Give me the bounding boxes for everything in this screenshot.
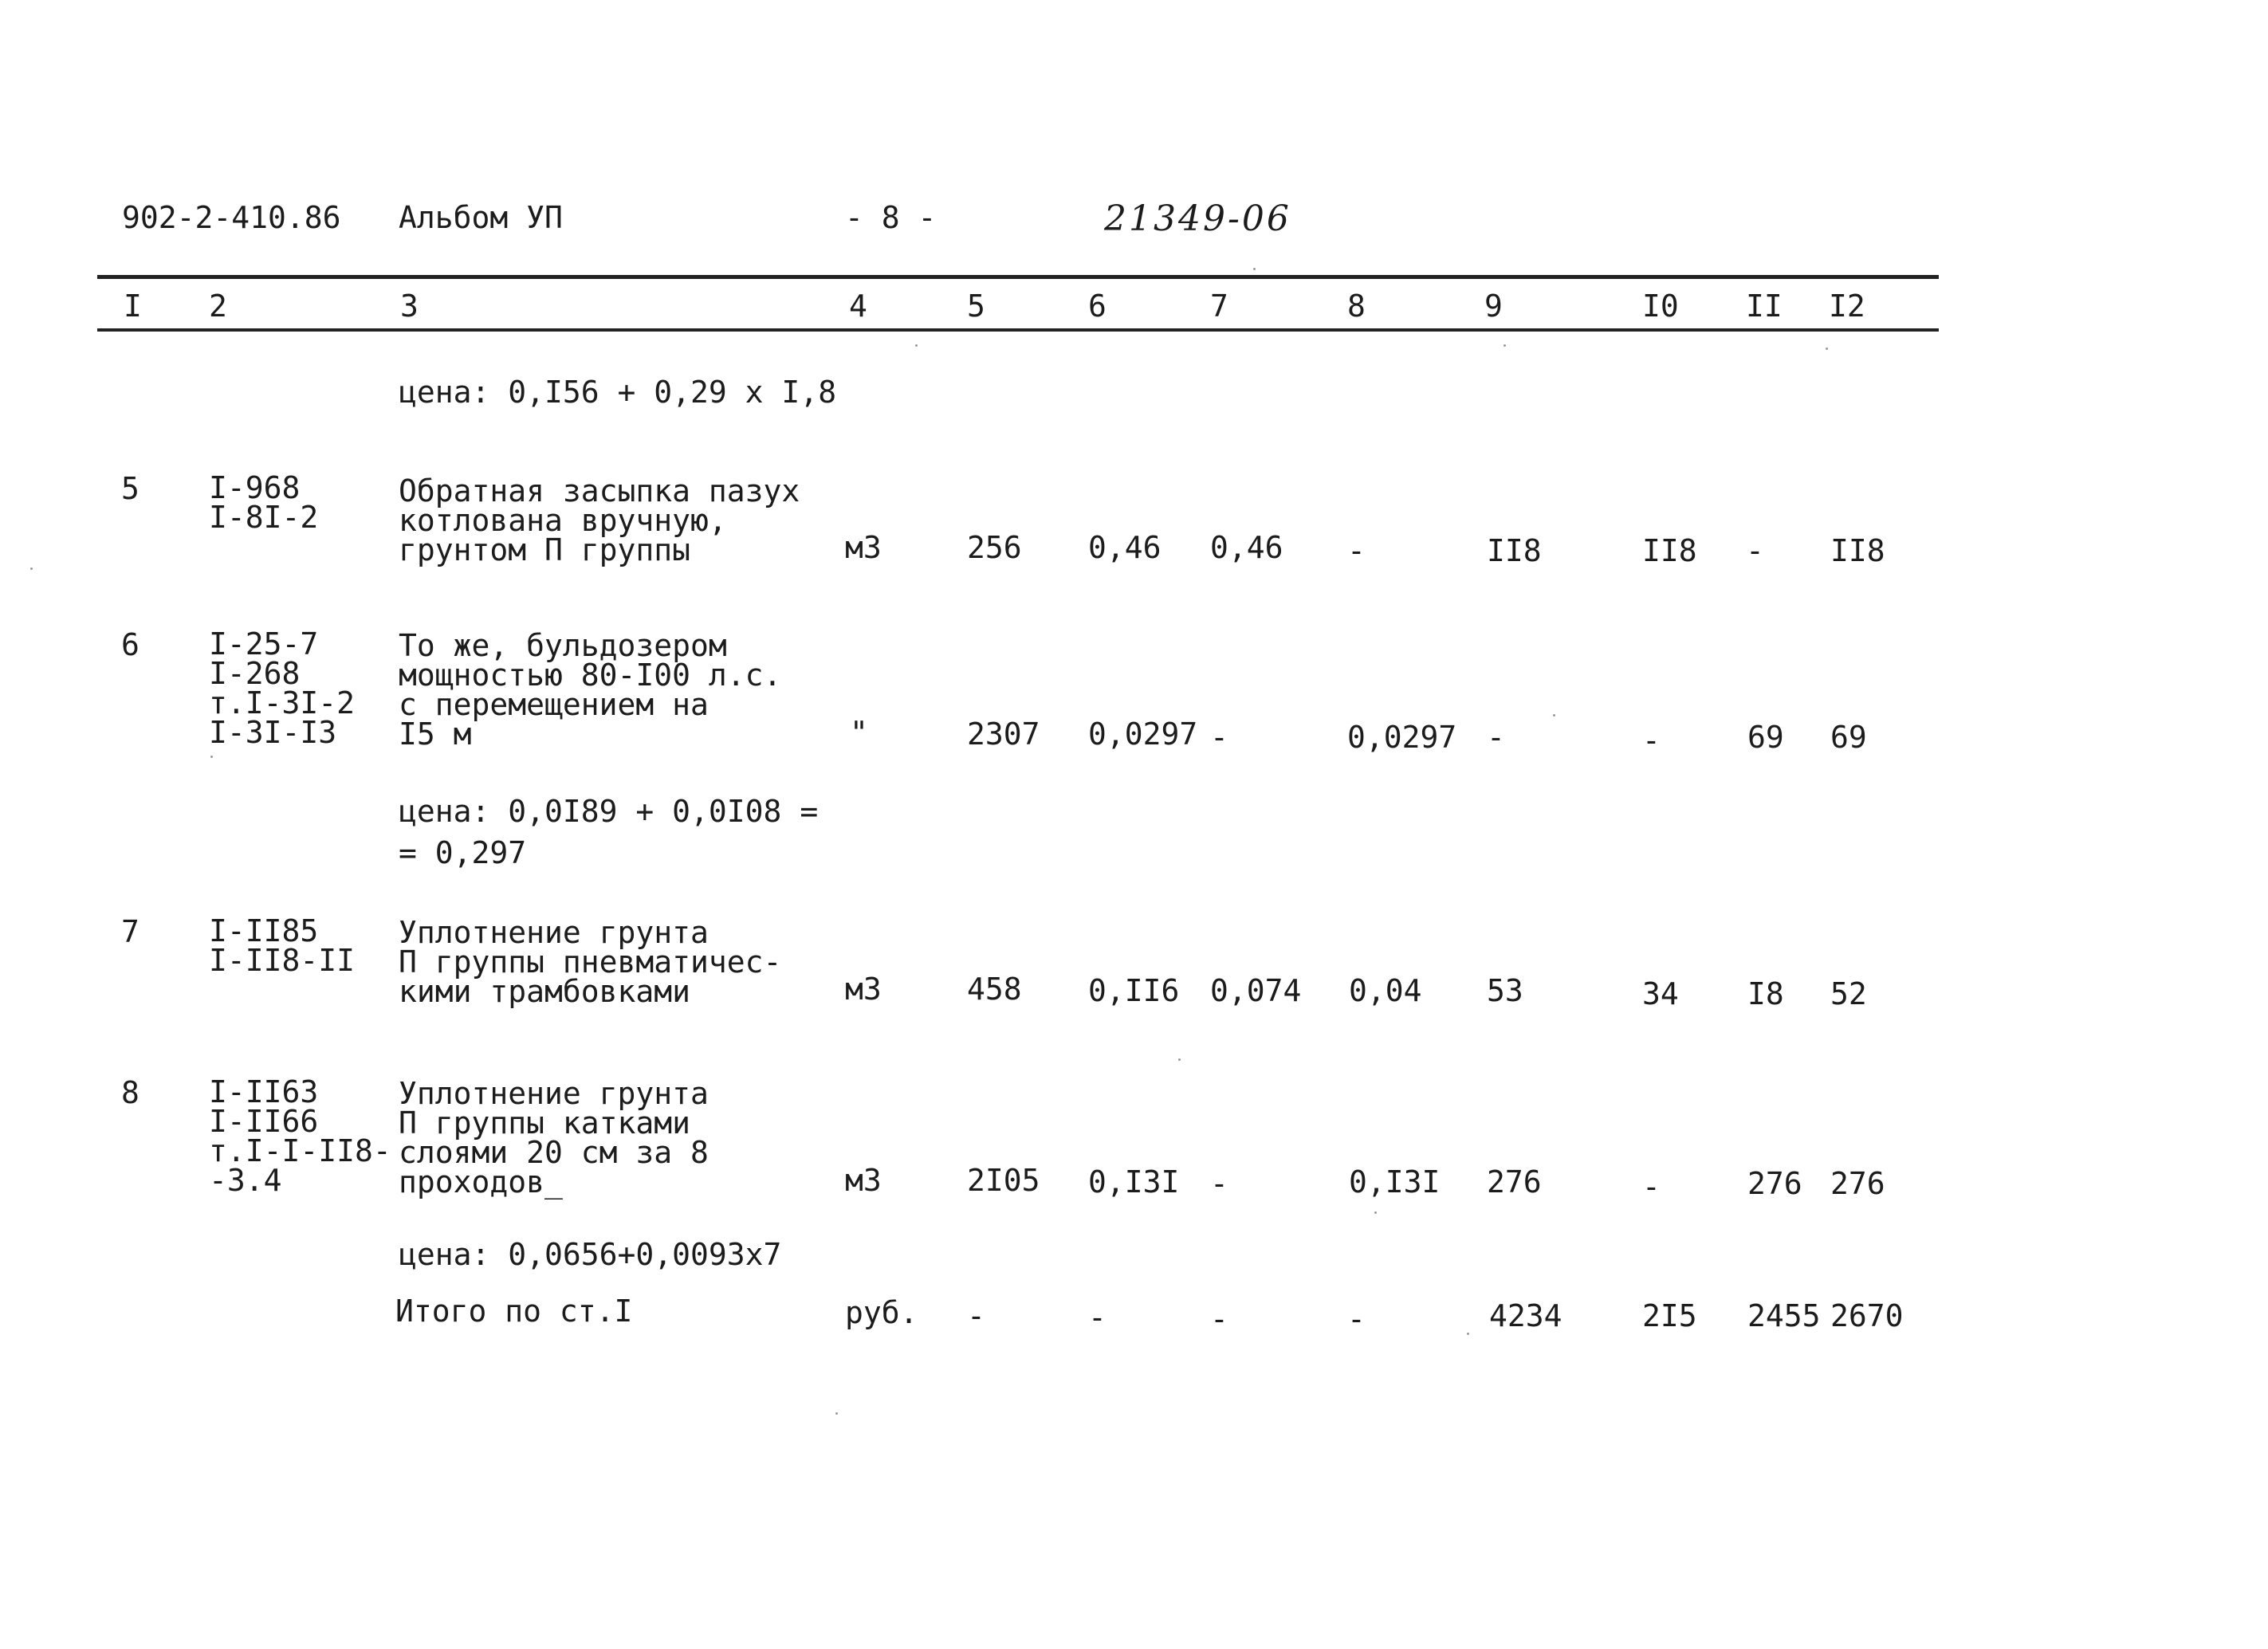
norm-code: I-II63 [209,1074,319,1109]
page-number: - 8 - [845,200,937,235]
row-number: 6 [121,627,140,662]
doc-code: 902-2-410.86 [122,200,341,235]
scan-speck [1374,1211,1377,1214]
scan-speck [1178,1058,1181,1061]
total-col12: 2670 [1830,1298,1904,1333]
col9-cell: - [1487,720,1505,755]
total-col11: 2455 [1747,1298,1821,1333]
description-line: с перемещением на [399,687,709,722]
header-top-rule [97,275,1939,279]
col12-cell: 69 [1830,720,1867,755]
col6-cell: 0,I3I [1088,1164,1180,1199]
col-header-4: 4 [849,289,867,324]
norm-codes [209,626,356,750]
price-note: цена: 0,0656+0,0093x7 [399,1237,782,1272]
total-col8: - [1347,1302,1366,1337]
col11-cell: - [1746,533,1764,568]
col-header-10: I0 [1642,289,1679,324]
col-header-2: 2 [209,289,227,324]
price-note: цена: 0,I56 + 0,29 x I,8 [399,375,837,410]
col9-cell: II8 [1487,533,1542,568]
quantity-cell: 2I05 [967,1163,1040,1198]
col12-cell: 276 [1830,1166,1885,1201]
total-col6: - [1088,1300,1106,1335]
total-col5: - [967,1298,985,1333]
norm-code: т.I-I-II8- [209,1133,391,1168]
unit-cell: м3 [845,530,882,565]
col-header-12: I2 [1829,289,1865,324]
work-description [399,628,782,752]
description-line: проходов_ [399,1164,563,1199]
total-label: Итого по ст.I [395,1294,633,1329]
description-line: грунтом П группы [399,532,691,567]
norm-code: I-II66 [209,1104,319,1139]
col6-cell: 0,46 [1088,530,1162,565]
description-line: П группы катками [399,1105,691,1141]
scan-speck [1253,268,1256,270]
col7-cell: 0,46 [1210,530,1283,565]
col-header-11: II [1746,289,1783,324]
norm-code: I-968 [209,470,301,505]
norm-code: -3.4 [209,1163,282,1198]
row-number: 7 [121,914,140,949]
scan-speck [30,567,33,570]
col-header-1: I [124,289,142,324]
col7-cell: - [1210,1166,1228,1201]
col7-cell: - [1210,720,1228,755]
scan-speck [1826,347,1828,350]
scan-speck [1553,714,1555,717]
col-header-7: 7 [1210,289,1228,324]
inventory-number: 21349-06 [1104,198,1291,239]
norm-codes [209,470,319,535]
col10-cell: - [1642,723,1661,758]
col6-cell: 0,II6 [1088,973,1180,1008]
scan-speck [1467,1333,1469,1335]
description-line: Уплотнение грунта [399,1076,709,1111]
price-line: цена: 0,0I89 + 0,0I08 = [399,794,819,829]
col9-cell: 276 [1487,1164,1542,1199]
scan-speck [835,1412,838,1415]
norm-codes [209,1074,391,1198]
col9-cell: 53 [1487,973,1523,1008]
description-line: П группы пневматичес- [399,944,782,980]
norm-codes [209,913,356,978]
col-header-6: 6 [1088,289,1106,324]
description-line: слоями 20 см за 8 [399,1135,709,1170]
total-unit: руб. [845,1295,918,1330]
col12-cell: 52 [1830,976,1867,1011]
description-line: I5 м [399,717,472,752]
col12-cell: II8 [1830,533,1885,568]
col8-cell: 0,I3I [1349,1164,1441,1199]
description-line: То же, бульдозером [399,628,727,663]
col11-cell: I8 [1747,976,1784,1011]
col10-cell: - [1642,1169,1661,1204]
quantity-cell: 256 [967,530,1022,565]
price-line: = 0,297 [399,835,527,870]
album-label: Альбом УП [399,200,563,235]
description-line: Обратная засыпка пазух [399,473,800,508]
col8-cell: 0,0297 [1347,720,1457,755]
col10-cell: 34 [1642,976,1679,1011]
norm-code: I-3I-I3 [209,715,337,750]
norm-code: I-268 [209,656,301,691]
total-col7: - [1210,1302,1228,1337]
norm-code: т.I-3I-2 [209,685,356,720]
col8-cell: - [1347,533,1366,568]
col-header-8: 8 [1347,289,1366,324]
norm-code: I-II85 [209,913,319,948]
quantity-cell: 458 [967,972,1022,1007]
norm-code: I-8I-2 [209,500,319,535]
scan-speck [915,344,918,347]
col-header-3: 3 [400,289,419,324]
col-header-5: 5 [967,289,985,324]
work-description [399,915,782,1009]
description-line: Уплотнение грунта [399,915,709,950]
scan-speck [210,756,213,758]
row-number: 8 [121,1075,140,1110]
total-col10: 2I5 [1642,1298,1697,1333]
norm-code: I-II8-II [209,943,356,978]
scan-speck [1503,344,1506,347]
unit-cell: " [850,715,868,750]
col-header-9: 9 [1484,289,1503,324]
quantity-cell: 2307 [967,717,1040,752]
col10-cell: II8 [1642,533,1697,568]
description-line: кими трамбовками [399,974,691,1009]
unit-cell: м3 [845,972,882,1007]
col11-cell: 276 [1747,1166,1802,1201]
col7-cell: 0,074 [1210,973,1302,1008]
price-note [399,791,818,874]
col6-cell: 0,0297 [1088,717,1198,752]
description-line: котлована вручную, [399,503,727,538]
col11-cell: 69 [1747,720,1784,755]
header-bottom-rule [97,328,1939,332]
norm-code: I-25-7 [209,626,319,662]
work-description [399,473,800,567]
unit-cell: м3 [845,1163,882,1198]
row-number: 5 [121,471,140,506]
total-col9: 4234 [1489,1298,1562,1333]
description-line: мощностью 80-I00 л.с. [399,658,782,693]
work-description [399,1076,709,1199]
col8-cell: 0,04 [1349,973,1422,1008]
